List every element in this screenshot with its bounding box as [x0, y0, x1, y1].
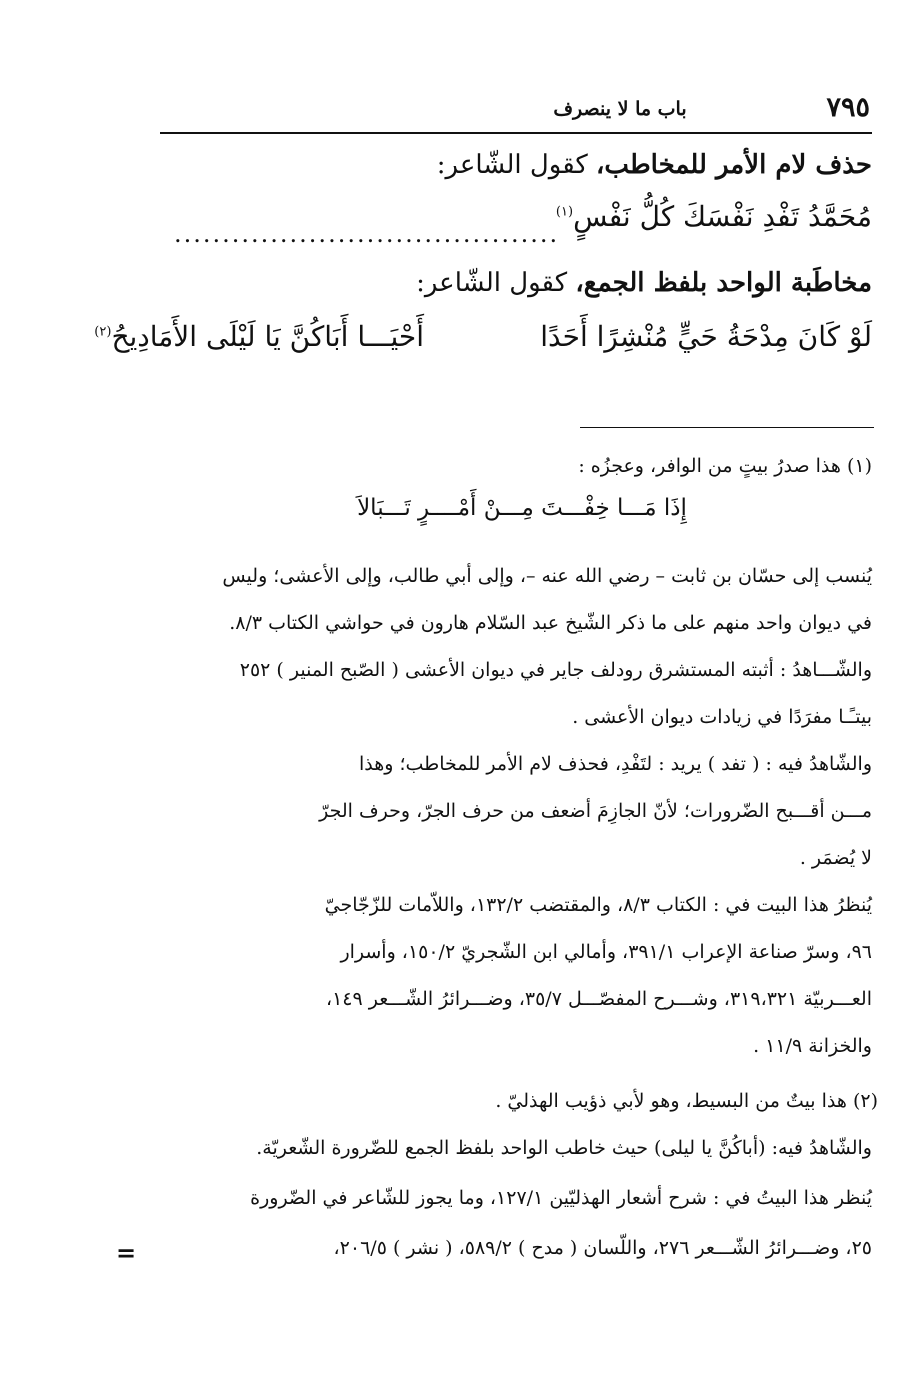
- verse-2-second-hemistich: [94, 320, 424, 353]
- footnote-1-line: في ديوان واحد منهم على ما ذكر الشّيخ عبد السّلام هارون في حواشي الكتاب ٨/٣.: [229, 612, 872, 634]
- footnote-1-line: لا يُضمَر .: [799, 847, 872, 869]
- footnote-2-line: ٢٥، وضـــرائرُ الشّـــعر ٢٧٦، واللّسان ( مدح ) ٥٨٩/٢، ( نشر ) ٢٠٦/٥،: [333, 1237, 872, 1259]
- verse-2-left-text: أَحْيَـــا أَبَاكُنَّ يَا لَيْلَى الأَمَادِيحُ: [111, 320, 424, 353]
- footnote-1-line: بيتـًـا مفرَدًا في زيادات ديوان الأعشى .: [572, 706, 872, 728]
- verse-2-first-hemistich: [540, 320, 872, 353]
- verse-2-right-text: لَوْ كَانَ مِدْحَةُ حَيٍّ مُنْشِرًا أَحَدًا: [540, 320, 872, 353]
- verse-1-missing-hemistich: ........................................: [174, 220, 560, 248]
- chapter-title: باب ما لا ينصرف: [553, 98, 687, 120]
- footnote-1-line: والشّاهدُ فيه : ( تفد ) يريد : لتَفْدِ، فحذف لام الأمر للمخاطب؛ وهذا: [358, 753, 872, 775]
- footnote-1-line: يُنسب إلى حسّان بن ثابت – رضي الله عنه –، وإلى أبي طالب، وإلى الأعشى؛ وليس: [222, 565, 872, 587]
- footnote-2-line: والشّاهدُ فيه: (أباكُنَّ يا ليلى) حيث خاطب الواحد بلفظ الجمع للضّرورة الشّعريّة.: [256, 1137, 872, 1159]
- page-header: [160, 92, 872, 134]
- verse-1-ref: (١): [555, 204, 574, 220]
- footnote-1-hemistich: إِذَا مَـــا خِفْـــتَ مِـــنْ أَمْــــرٍ تَـــبَالاَ: [357, 495, 687, 521]
- heading-1: [437, 150, 872, 180]
- page-number: ٧٩٥: [826, 92, 870, 123]
- heading-2-bold: مخاطَبة الواحد بلفظ الجمع،: [575, 268, 872, 298]
- footnote-2-line: (٢) هذا بيتٌ من البسيط، وهو لأبي ذؤيب الهذليّ .: [495, 1090, 878, 1112]
- footnote-1-line: العـــربيّة ٣١٩،٣٢١، وشـــرح المفصّـــل ٣٥/٧، وضـــرائرُ الشّـــعر ١٤٩،: [325, 988, 872, 1010]
- footnote-1-line: مـــن أقـــبح الضّرورات؛ لأنّ الجازِمَ أضعف من حرف الجرّ، وحرف الجرّ: [319, 800, 872, 822]
- footnote-1-line: والخزانة ١١/٩ .: [753, 1035, 872, 1057]
- footnote-1-line: والشّـــاهدُ : أثبته المستشرق رودلف جاير في ديوان الأعشى ( الصّبح المنير ) ٢٥٢: [239, 659, 872, 681]
- footnote-2-line: يُنظر هذا البيتُ في : شرح أشعار الهذليّين ١٢٧/١، وما يجوز للشّاعر في الضّرورة: [250, 1187, 872, 1209]
- heading-1-bold: حذف لام الأمر للمخاطب،: [596, 150, 872, 180]
- footnote-1-intro: (١) هذا صدرُ بيتٍ من الوافر، وعجزُه :: [578, 455, 872, 477]
- verse-1: [556, 200, 872, 233]
- heading-1-rest: كقول الشّاعر:: [436, 150, 597, 180]
- heading-2-rest: كقول الشّاعر:: [416, 268, 576, 298]
- footnote-separator: [580, 427, 874, 428]
- footnote-1-line: يُنظرُ هذا البيت في : الكتاب ٨/٣، والمقتضب ١٣٢/٢، واللاّمات للزّجّاجيّ: [324, 894, 872, 916]
- heading-2: [416, 268, 872, 298]
- verse-2-ref: (٢): [94, 324, 112, 340]
- verse-1-text: مُحَمَّدُ تَفْدِ نَفْسَكَ كُلُّ نَفْسٍ: [573, 200, 872, 233]
- footnote-1-line: ٩٦، وسرّ صناعة الإعراب ٣٩١/١، وأمالي ابن الشّجريّ ١٥٠/٢، وأسرار: [340, 941, 872, 963]
- continuation-mark: =: [116, 1238, 137, 1267]
